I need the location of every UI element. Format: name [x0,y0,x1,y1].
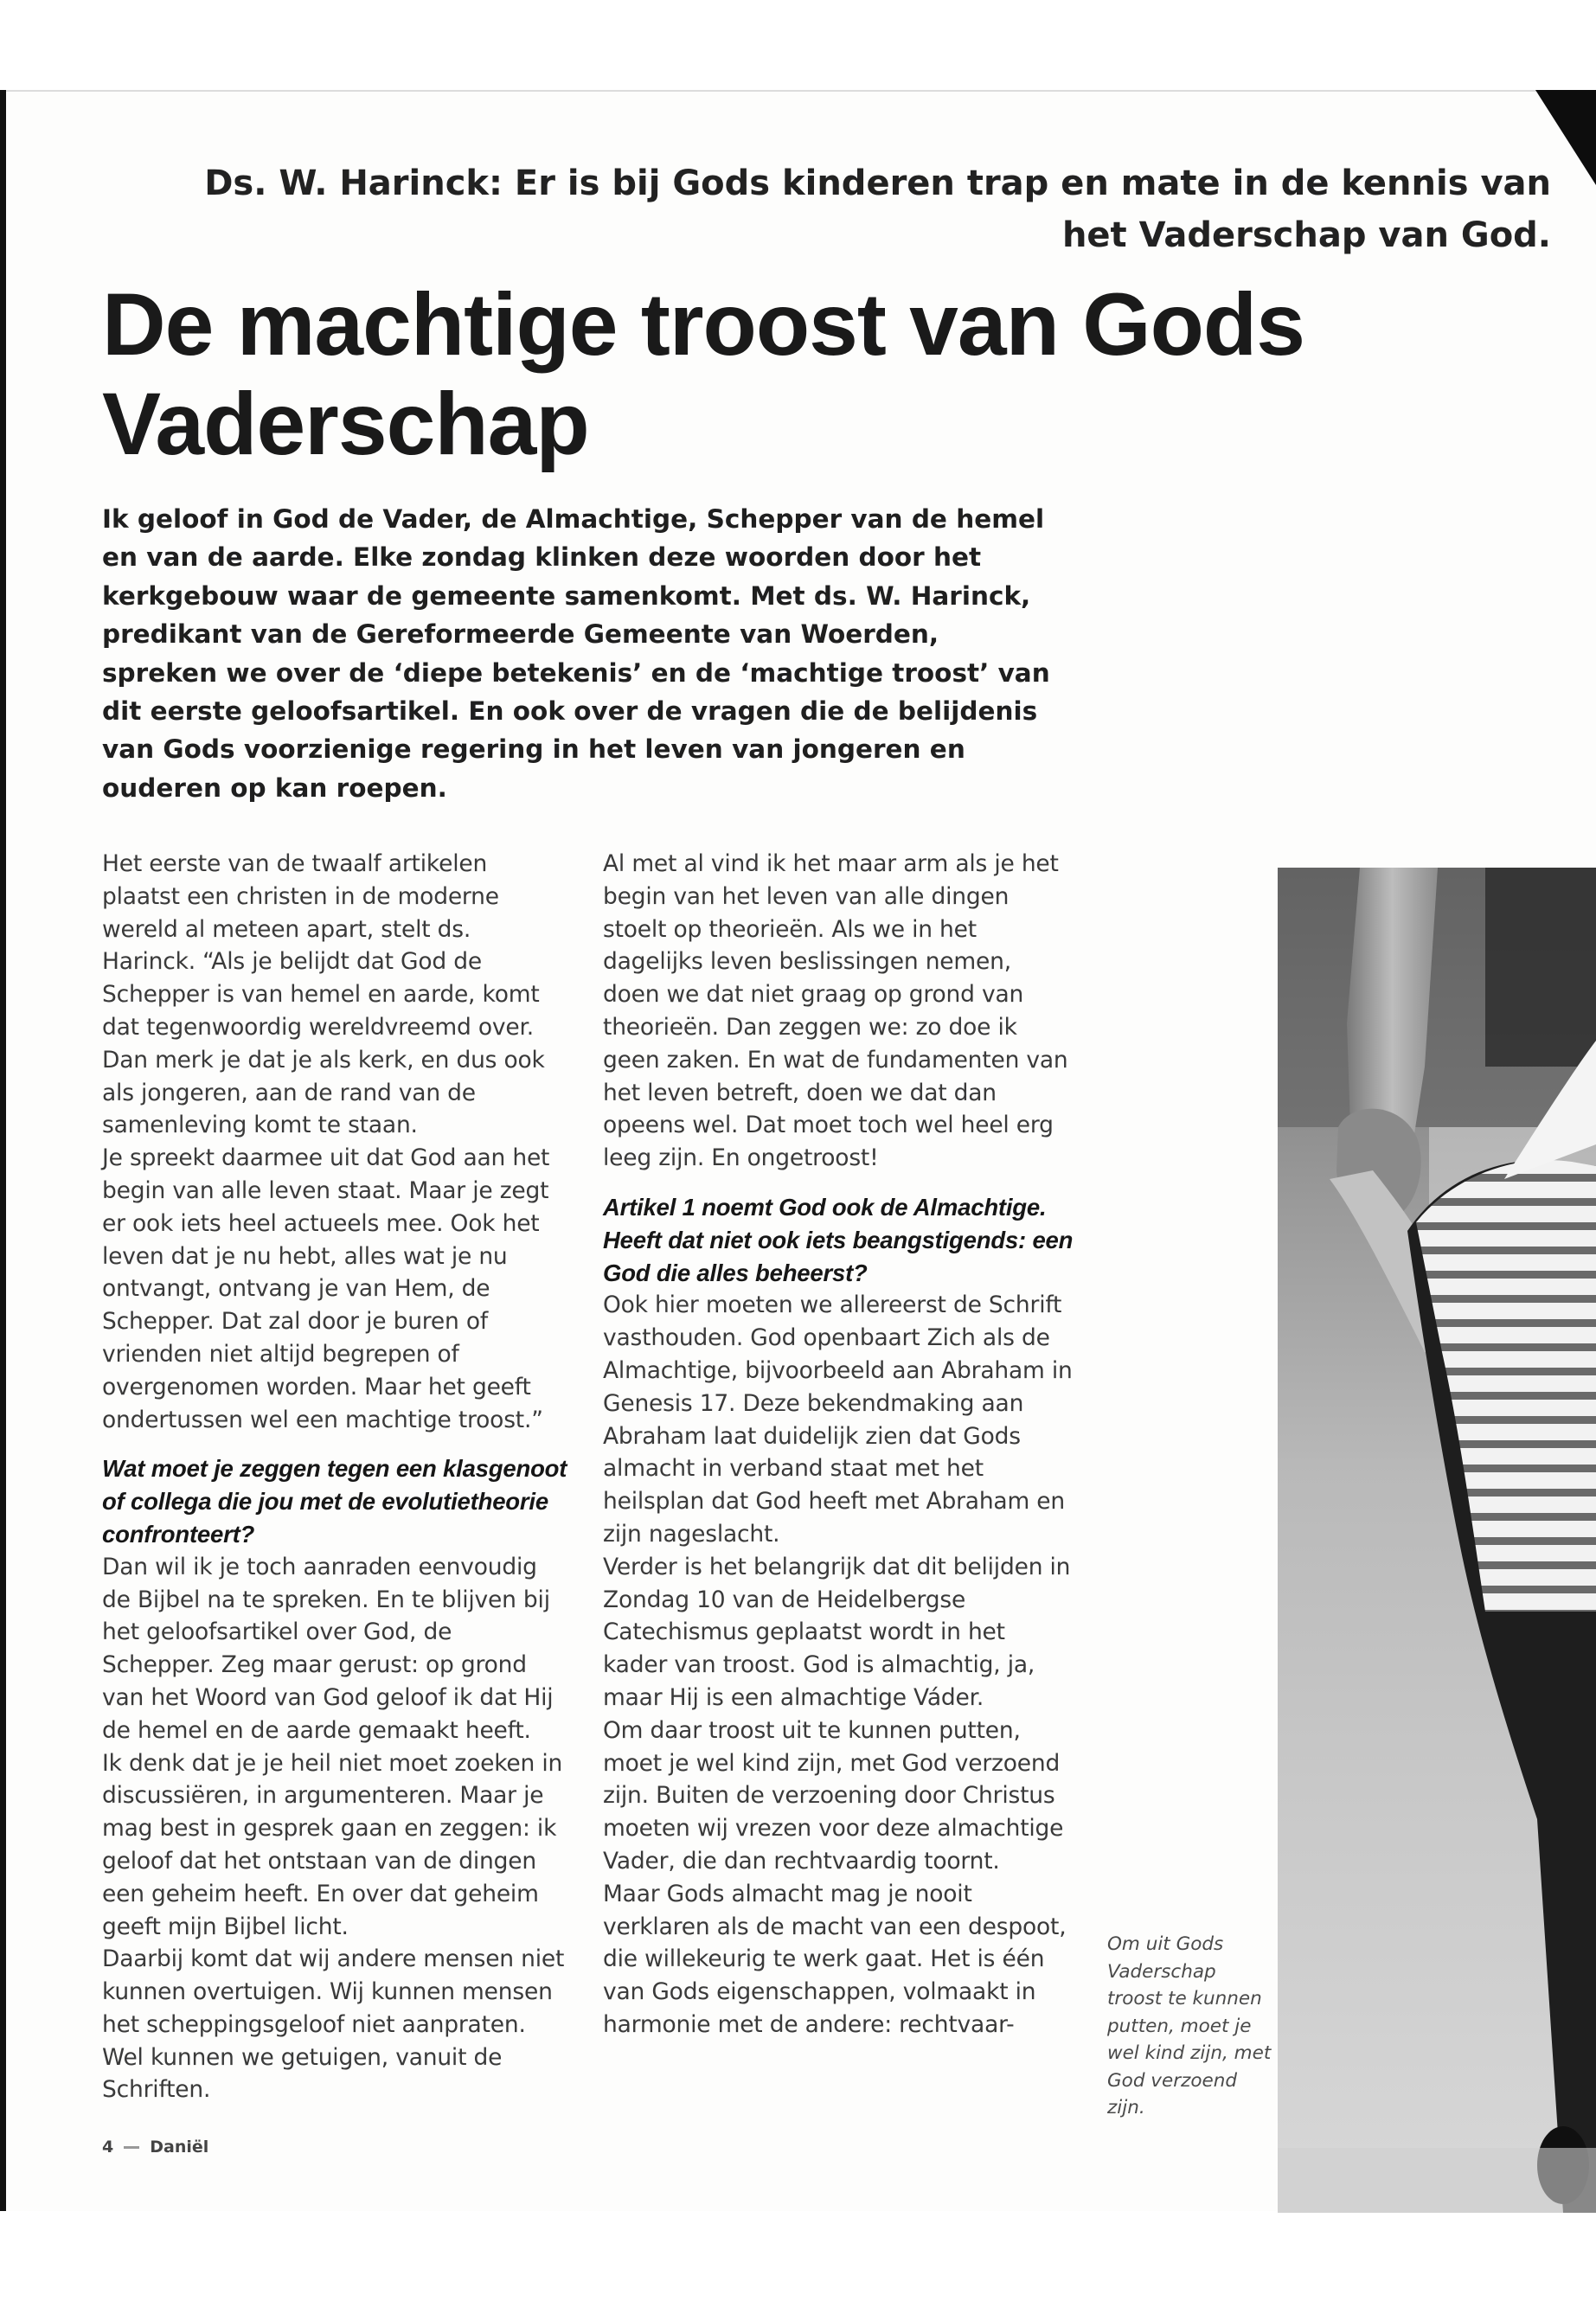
paragraph: Daarbij komt dat wij andere mensen niet kunnen overtuigen. Wij kunnen mensen het scheppingsgeloof niet aanpraten. Wel kunnen we getuigen, vanuit de Schriften. [102,1945,565,2104]
photo-caption: Om uit Gods Vaderschap troost te kunnen putten, moet je wel kind zijn, met God verzoend zijn. [1107,1933,1272,2118]
photo-father-and-child [1278,868,1596,2213]
paragraph: Al met al vind ik het maar arm als je het begin van het leven van alle dingen stoelt op theorieën. Als we in het dagelijks leven beslissingen nemen, doen we dat niet graag op grond van theorieën. Dan zeggen we: zo doe ik geen zaken. En wat de fundamenten van het leven betreft, doen we dat dan opeens wel. Dat moet toch wel heel erg leeg zijn. En ongetroost! [603,850,1068,1172]
article-headline: De machtige troost van Gods Vaderschap [102,275,1304,473]
paragraph: Maar Gods almacht mag je nooit verklaren als de macht van een despoot, die willekeurig te werk gaat. Het is één van Gods eigenschappen, volmaakt in harmonie met de andere: rechtvaar- [603,1880,1067,2038]
paragraph: Dan wil ik je toch aanraden eenvoudig de Bijbel na te spreken. En te blijven bij het geloofsartikel over God, de Schepper. Zeg maar gerust: op grond van het Woord van God geloof ik dat Hij de hemel en de aarde gemaakt heeft. [102,1553,554,1744]
paragraph: Ik denk dat je je heil niet moet zoeken in discussiëren, in argumenteren. Maar je mag best in gesprek gaan en zeggen: ik geloof dat het ontstaan van de dingen een geheim heeft. En over dat geheim geeft mijn Bijbel licht. [102,1749,563,1940]
interview-question: Artikel 1 noemt God ook de Almachtige. Heeft dat niet ook iets beangstigends: een God die alles beheerst? [603,1193,1074,1286]
page-left-edge [0,90,6,2211]
kicker-quote: Ds. W. Harinck: Er is bij Gods kinderen trap en mate in de kennis van het Vaderschap van God. [204,163,1551,255]
body-column-2 [603,848,1074,2041]
footer-divider [124,2146,139,2149]
paragraph: Je spreekt daarmee uit dat God aan het begin van alle leven staat. Maar je zegt er ook iets heel actueels mee. Ook het leven dat je nu hebt, alles wat je nu ontvangt, ontvang je van Hem, de Schepper. Dat zal door je buren of vrienden niet altijd begrepen of overgenomen worden. Maar het geeft ondertussen wel een machtige troost.” [102,1144,550,1433]
page-top-edge [0,90,1596,92]
page-footer [102,2138,208,2157]
paragraph: Verder is het belangrijk dat dit belijden in Zondag 10 van de Heidelbergse Catechismus geplaatst wordt in het kader van troost. God is almachtig, ja, maar Hij is een almachtige Váder. [603,1553,1071,1711]
body-column-1 [102,848,569,2106]
article-intro: Ik geloof in God de Vader, de Almachtige, Schepper van de hemel en van de aarde. Elke zondag klinken deze woorden door het kerkgebouw waar de gemeente samenkomt. Met ds. W. Harinck, predikant van de Gereformeerde Gemeente van Woerden, spreken we over de ‘diepe betekenis’ en de ‘machtige troost’ van dit eerste geloofsartikel. En ook over de vragen die de belijdenis van Gods voorzienige regering in het leven van jongeren en ouderen op kan roepen. [102,504,1050,803]
page-number: 4 [102,2138,114,2157]
paragraph: Ook hier moeten we allereerst de Schrift vasthouden. God openbaart Zich als de Almachtige, bijvoorbeeld aan Abraham in Genesis 17. Deze bekendmaking aan Abraham laat duidelijk zien dat Gods almacht in verband staat met het heilsplan dat God heeft met Abraham en zijn nageslacht. [603,1292,1073,1548]
paragraph: Het eerste van de twaalf artikelen plaatst een christen in de moderne wereld al meteen apart, stelt ds. Harinck. “Als je belijdt dat God de Schepper is van hemel en aarde, komt dat tegenwoordig wereldvreemd over. Dan merk je dat je als kerk, en dus ook als jongeren, aan de rand van de samenleving komt te staan. [102,850,545,1139]
paragraph: Om daar troost uit te kunnen putten, moet je wel kind zijn, met God verzoend zijn. Buiten de verzoening door Christus moeten wij vrezen voor deze almachtige Vader, die dan rechtvaardig toornt. [603,1716,1064,1875]
magazine-name: Daniël [150,2138,209,2157]
interview-question: Wat moet je zeggen tegen een klasgenoot of collega die jou met de evolutietheorie confronteert? [102,1455,567,1548]
